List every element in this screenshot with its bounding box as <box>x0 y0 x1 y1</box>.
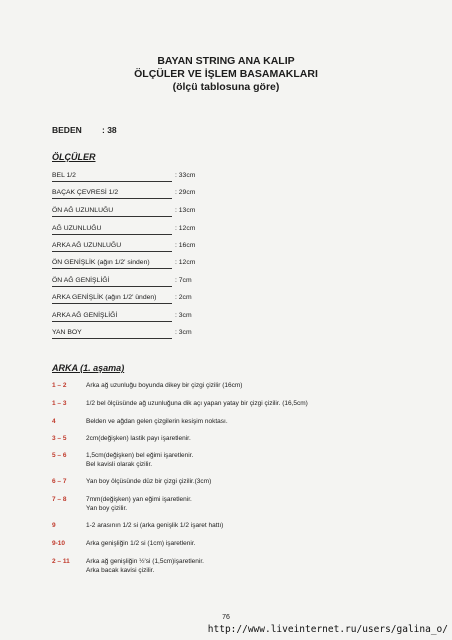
measurements-heading: ÖLÇÜLER <box>52 152 96 162</box>
step-line: Arka bacak kavisi çizilir. <box>86 566 155 574</box>
step-number: 1 – 3 <box>52 400 67 407</box>
step-number: 2 – 11 <box>52 558 70 565</box>
step-line: 2cm(değişken) lastik payı işaretlenir. <box>86 435 191 442</box>
step-text <box>86 478 416 487</box>
measurement-label: ÖN AĞ UZUNLUĞU <box>52 206 172 217</box>
document-title: BAYAN STRING ANA KALIP <box>157 55 295 67</box>
step-line: Arka ağ uzunluğu boyunda dikey bir çizgi çizilir (16cm) <box>86 382 243 389</box>
step-line: 1/2 bel ölçüsünde ağ uzunluğuna dik açı yapan yatay bir çizgi çizilir. (16,5cm) <box>86 400 308 407</box>
measurement-value: : 12cm <box>175 225 196 232</box>
step-line: 1,5cm(değişken) bel eğimi işaretlenir. <box>86 452 194 459</box>
step-line: Arka ağ genişliğin ½'si (1,5cm)işaretlenir. <box>86 558 204 565</box>
step-text <box>86 435 416 444</box>
step-text <box>86 496 416 513</box>
measurement-label: ARKA GENİŞLİK (ağın 1/2' ünden) <box>52 293 172 304</box>
measurement-row <box>52 171 196 181</box>
measurement-row <box>52 258 196 268</box>
step-number: 3 – 5 <box>52 435 67 442</box>
measurement-label: ÖN GENİŞLİK (ağın 1/2' sinden) <box>52 258 172 269</box>
step-line: Bel kavisli olarak çizilir. <box>86 460 153 468</box>
measurement-value: : 3cm <box>175 312 192 319</box>
measurement-label: BAÇAK ÇEVRESİ 1/2 <box>52 188 172 199</box>
measurement-row <box>52 276 192 286</box>
measurement-label: ÖN AĞ GENİŞLİĞİ <box>52 276 172 287</box>
measurement-label: ARKA AĞ GENİŞLİĞİ <box>52 311 172 322</box>
measurement-value: : 16cm <box>175 242 196 249</box>
size-row <box>52 125 117 135</box>
step-text <box>86 400 416 409</box>
step-line: 7mm(değişken) yan eğimi işaretlenir. <box>86 496 192 503</box>
step-number: 9 <box>52 522 56 529</box>
step-line: Yan boy ölçüsünde düz bir çizgi çizilir.(3cm) <box>86 478 212 485</box>
step-line: Yan boy çizilir. <box>86 504 128 512</box>
step-line: Arka genişliğin 1/2 si (1cm) işaretlenir. <box>86 540 196 547</box>
step-number: 4 <box>52 418 56 425</box>
document-subtitle: ÖLÇÜLER VE İŞLEM BASAMAKLARI <box>134 68 318 80</box>
measurement-row <box>52 328 192 338</box>
measurement-label: BEL 1/2 <box>52 171 172 182</box>
step-number: 6 – 7 <box>52 478 67 485</box>
measurement-value: : 3cm <box>175 329 192 336</box>
measurement-row <box>52 224 196 234</box>
step-text <box>86 522 416 531</box>
measurement-value: : 29cm <box>175 189 196 196</box>
step-text <box>86 558 416 575</box>
measurement-label: YAN BOY <box>52 328 172 339</box>
step-text <box>86 382 416 391</box>
size-label: BEDEN <box>52 125 82 135</box>
measurement-value: : 13cm <box>175 207 196 214</box>
page-number: 76 <box>222 614 230 621</box>
measurement-value: : 33cm <box>175 172 196 179</box>
measurement-row <box>52 293 192 303</box>
measurement-row <box>52 188 196 198</box>
step-line: 1-2 arasının 1/2 si (arka genişlik 1/2 işaret hattı) <box>86 522 224 529</box>
steps-heading: ARKA (1. aşama) <box>52 363 125 373</box>
step-number: 5 – 6 <box>52 452 67 459</box>
measurement-row <box>52 206 196 216</box>
step-text <box>86 540 416 549</box>
step-number: 7 – 8 <box>52 496 67 503</box>
measurement-label: ARKA AĞ UZUNLUĞU <box>52 241 172 252</box>
measurement-row <box>52 311 192 321</box>
measurement-value: : 7cm <box>175 277 192 284</box>
size-value: : 38 <box>102 125 117 135</box>
step-number: 9-10 <box>52 540 66 547</box>
step-line: Belden ve ağdan gelen çizgilerin kesişim noktası. <box>86 418 228 425</box>
step-number: 1 – 2 <box>52 382 67 389</box>
step-text <box>86 418 416 427</box>
measurement-value: : 2cm <box>175 294 192 301</box>
watermark-url: http://www.liveinternet.ru/users/galina_o/ <box>207 624 448 635</box>
measurement-row <box>52 241 196 251</box>
measurement-label: AĞ UZUNLUĞU <box>52 224 172 235</box>
step-text <box>86 452 416 469</box>
document-subtitle-note: (ölçü tablosuna göre) <box>172 81 280 93</box>
measurement-value: : 12cm <box>175 259 196 266</box>
